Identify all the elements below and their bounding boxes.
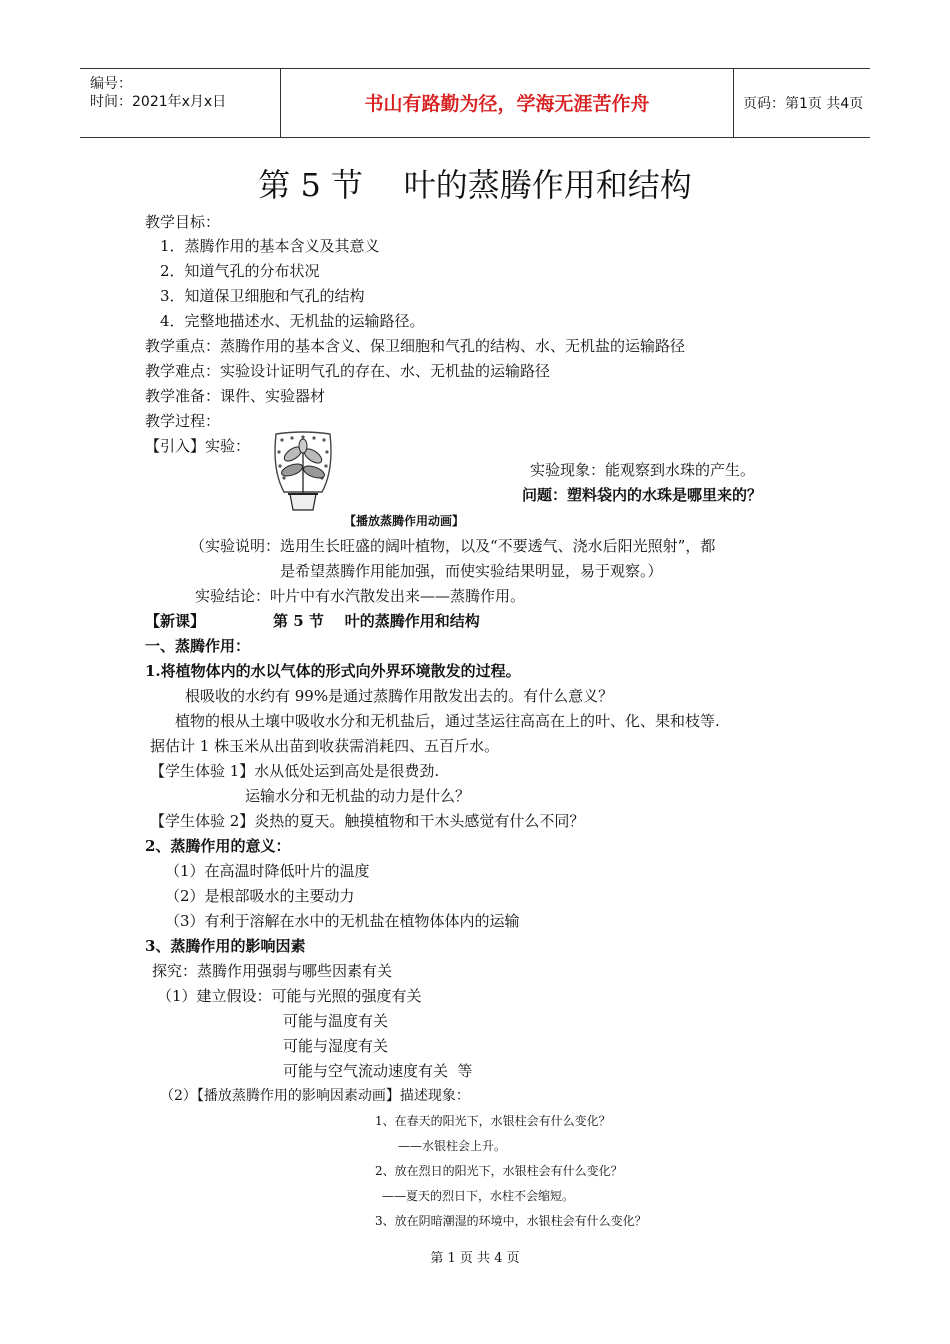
- intro-label: 【引入】实验：: [145, 437, 251, 455]
- section-heading: 3、蒸腾作用的影响因素: [145, 937, 306, 955]
- paragraph: 根吸收的水约有 99%是通过蒸腾作用散发出去的。有什么意义？: [185, 687, 614, 705]
- question-item: 2、放在烈日的阳光下，水银柱会有什么变化？: [375, 1164, 623, 1178]
- plant-in-bag-illustration: [270, 430, 336, 518]
- hypothesis-line: （1）建立假设：可能与光照的强度有关: [157, 987, 422, 1005]
- significance-item: （3）有利于溶解在水中的无机盐在植物体体内的运输: [165, 912, 520, 930]
- header-page-cell: [733, 69, 870, 137]
- new-lesson-label: 【新课】: [145, 612, 206, 630]
- question-item: 1、在春天的阳光下，水银柱会有什么变化？: [375, 1114, 611, 1128]
- process-heading: 教学过程：: [145, 412, 221, 430]
- section-heading: 一、蒸腾作用：: [145, 637, 251, 655]
- new-lesson-title: 第 5 节 叶的蒸腾作用和结构: [273, 612, 480, 630]
- preparation: 教学准备：课件、实验器材: [145, 387, 326, 405]
- objective-item: 1．蒸腾作用的基本含义及其意义: [160, 237, 380, 255]
- intro-note-line: 是希望蒸腾作用能加强，而使实验结果明显，易于观察。）: [280, 562, 663, 580]
- intro-phenomenon: 实验现象：能观察到水珠的产生。: [530, 461, 756, 479]
- intro-note-line: （实验说明：选用生长旺盛的阔叶植物，以及“不要透气、浇水后阳光照射”，都: [190, 537, 716, 555]
- paragraph: 据估计 1 株玉米从出苗到收获需消耗四、五百斤水。: [150, 737, 500, 755]
- hypothesis-line: 可能与空气流动速度有关 等: [283, 1062, 473, 1080]
- page-title: 第 5 节 叶的蒸腾作用和结构: [258, 166, 692, 204]
- header-meta-cell: [80, 69, 280, 137]
- student-experience-question: 运输水分和无机盐的动力是什么？: [245, 787, 471, 805]
- significance-item: （1）在高温时降低叶片的温度: [165, 862, 370, 880]
- header-motto-cell: [280, 69, 734, 137]
- section-heading: 2、蒸腾作用的意义：: [145, 837, 291, 855]
- number-label: 编号：: [90, 76, 132, 92]
- objective-item: 2．知道气孔的分布状况: [160, 262, 320, 280]
- page-header: [80, 68, 870, 138]
- significance-item: （2）是根部吸水的主要动力: [165, 887, 355, 905]
- explore-line: 探究：蒸腾作用强弱与哪些因素有关: [152, 962, 393, 980]
- definition: 1.将植物体内的水以气体的形式向外界环境散发的过程。: [145, 662, 521, 680]
- paragraph: 植物的根从土壤中吸收水分和无机盐后，通过茎运往高高在上的叶、化、果和枝等.: [175, 712, 720, 730]
- answer-item: ——夏天的烈日下，水柱不会缩短。: [382, 1189, 575, 1203]
- date-label: 时间：2021年x月x日: [90, 94, 227, 110]
- student-experience: 【学生体验 2】炎热的夏天。触摸植物和干木头感觉有什么不同？: [150, 812, 585, 830]
- hypothesis-line: 可能与温度有关: [283, 1012, 389, 1030]
- key-points: 教学重点：蒸腾作用的基本含义、保卫细胞和气孔的结构、水、无机盐的运输路径: [145, 337, 686, 355]
- answer-item: ——水银柱会上升。: [398, 1139, 507, 1153]
- objective-item: 4．完整地描述水、无机盐的运输路径。: [160, 312, 425, 330]
- intro-question: 问题：塑料袋内的水珠是哪里来的？: [522, 486, 763, 504]
- motto: 书山有路勤为径，学海无涯苦作舟: [364, 93, 650, 115]
- hypothesis-line: 可能与湿度有关: [283, 1037, 389, 1055]
- question-item: 3、放在阴暗潮湿的环境中，水银柱会有什么变化？: [375, 1214, 647, 1228]
- page-footer: 第 1 页 共 4 页: [430, 1251, 520, 1266]
- difficulties: 教学难点：实验设计证明气孔的存在、水、无机盐的运输路径: [145, 362, 551, 380]
- student-experience: 【学生体验 1】水从低处运到高处是很费劲.: [150, 762, 440, 780]
- page-label: 页码：第1页 共4页: [743, 96, 864, 112]
- objective-item: 3．知道保卫细胞和气孔的结构: [160, 287, 365, 305]
- objectives-heading: 教学目标：: [145, 213, 221, 231]
- intro-conclusion: 实验结论：叶片中有水汽散发出来——蒸腾作用。: [195, 587, 526, 605]
- animation-label: 【播放蒸腾作用动画】: [344, 514, 465, 528]
- step-two: （2）【播放蒸腾作用的影响因素动画】描述现象：: [160, 1088, 470, 1104]
